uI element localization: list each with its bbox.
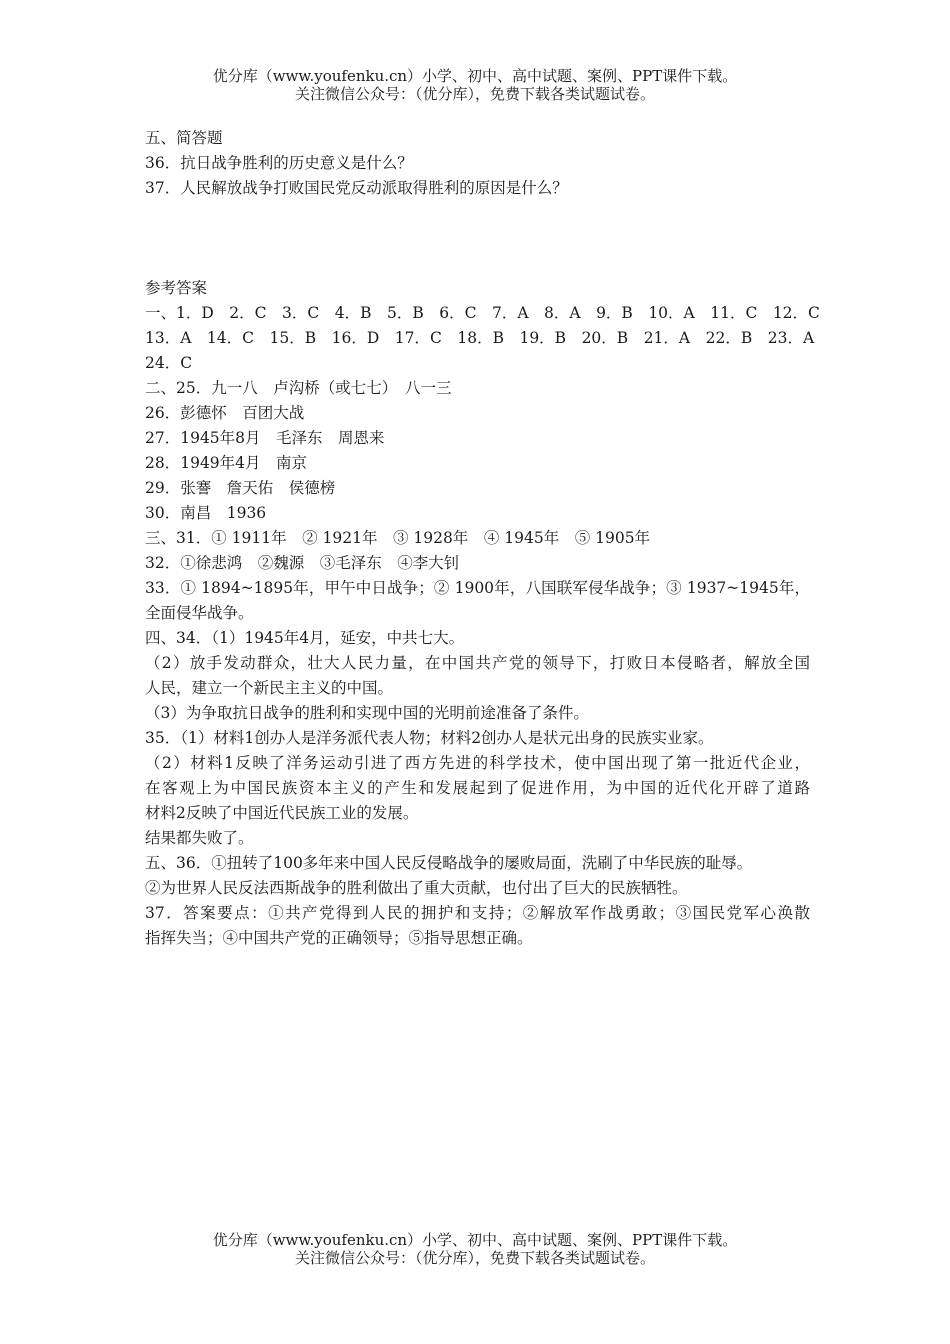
footer-line-1: 优分库（www.youfenku.cn）小学、初中、高中试题、案例、PPT课件下载。 [212,1231,738,1249]
answer-36-line-1: 五、36．①扭转了100多年来中国人民反侵略战争的屡败局面，洗刷了中华民族的耻辱。 [145,854,753,872]
answer-35-part-1: 35．（1）材料1创办人是洋务派代表人物；材料2创办人是状元出身的民族实业家。 [145,729,714,747]
answer-25: 二、25．九一八 卢沟桥（或七七） 八一三 [145,379,452,397]
header-line-1: 优分库（www.youfenku.cn）小学、初中、高中试题、案例、PPT课件下载。 [212,67,738,85]
answer-32: 32．①徐悲鸿 ②魏源 ③毛泽东 ④李大钊 [145,554,460,572]
page-header [0,67,950,103]
answer-28: 28．1949年4月 南京 [145,454,308,472]
page-footer [0,1231,950,1267]
choice-answers-line-1: 一、1．D 2．C 3．C 4．B 5．B 6．C 7．A 8．A 9．B 10．A 11．C 12．C [145,304,820,322]
answer-35-part-3: 结果都失败了。 [145,829,254,847]
answer-37-line-2: 指挥失当；④中国共产党的正确领导；⑤指导思想正确。 [145,929,533,947]
answer-26: 26．彭德怀 百团大战 [145,404,305,422]
question-37: 37．人民解放战争打败国民党反动派取得胜利的原因是什么？ [145,179,568,197]
document-body [145,126,820,951]
answer-key-title: 参考答案 [145,279,208,297]
answer-34-part-1: 四、34．（1）1945年4月，延安，中共七大。 [145,629,465,647]
answer-37-line-1: 37．答案要点：①共产党得到人民的拥护和支持；②解放军作战勇敢；③国民党军心涣散 [145,904,810,922]
choice-answers-line-2: 13．A 14．C 15．B 16．D 17．C 18．B 19．B 20．B 21．A 22．B 23．A [145,329,815,347]
choice-answers-line-3: 24．C [145,354,193,372]
header-line-2: 关注微信公众号：（优分库），免费下载各类试题试卷。 [294,85,655,103]
footer-line-2: 关注微信公众号：（优分库），免费下载各类试题试卷。 [294,1249,655,1267]
answer-29: 29．张謇 詹天佑 侯德榜 [145,479,336,497]
section-title-short-answer: 五、简答题 [145,129,223,147]
answer-33-line-1: 33．① 1894~1895年，甲午中日战争；② 1900年，八国联军侵华战争；③ 1937~1945年， [145,579,810,597]
answer-36-line-2: ②为世界人民反法西斯战争的胜利做出了重大贡献，也付出了巨大的民族牺牲。 [145,879,688,897]
question-36: 36．抗日战争胜利的历史意义是什么？ [145,154,413,172]
answer-34-part-3: （3）为争取抗日战争的胜利和实现中国的光明前途准备了条件。 [145,704,589,722]
answer-27: 27．1945年8月 毛泽东 周恩来 [145,429,385,447]
answer-35-part-2-line-1: （2）材料1反映了洋务运动引进了西方先进的科学技术，使中国出现了第一批近代企业， [145,754,810,772]
answer-30: 30．南昌 1936 [145,504,267,522]
answer-33-line-2: 全面侵华战争。 [145,604,254,622]
answer-35-part-2-line-2: 在客观上为中国民族资本主义的产生和发展起到了促进作用，为中国的近代化开辟了道路 [145,779,810,797]
answer-35-part-2-line-3: 材料2反映了中国近代民族工业的发展。 [145,804,419,822]
answer-34-part-2-line-1: （2）放手发动群众，壮大人民力量，在中国共产党的领导下，打败日本侵略者，解放全国 [145,654,810,672]
answer-31: 三、31．① 1911年 ② 1921年 ③ 1928年 ④ 1945年 ⑤ 1905年 [145,529,651,547]
answer-34-part-2-line-2: 人民，建立一个新民主主义的中国。 [145,679,394,697]
blank-space [145,201,810,276]
